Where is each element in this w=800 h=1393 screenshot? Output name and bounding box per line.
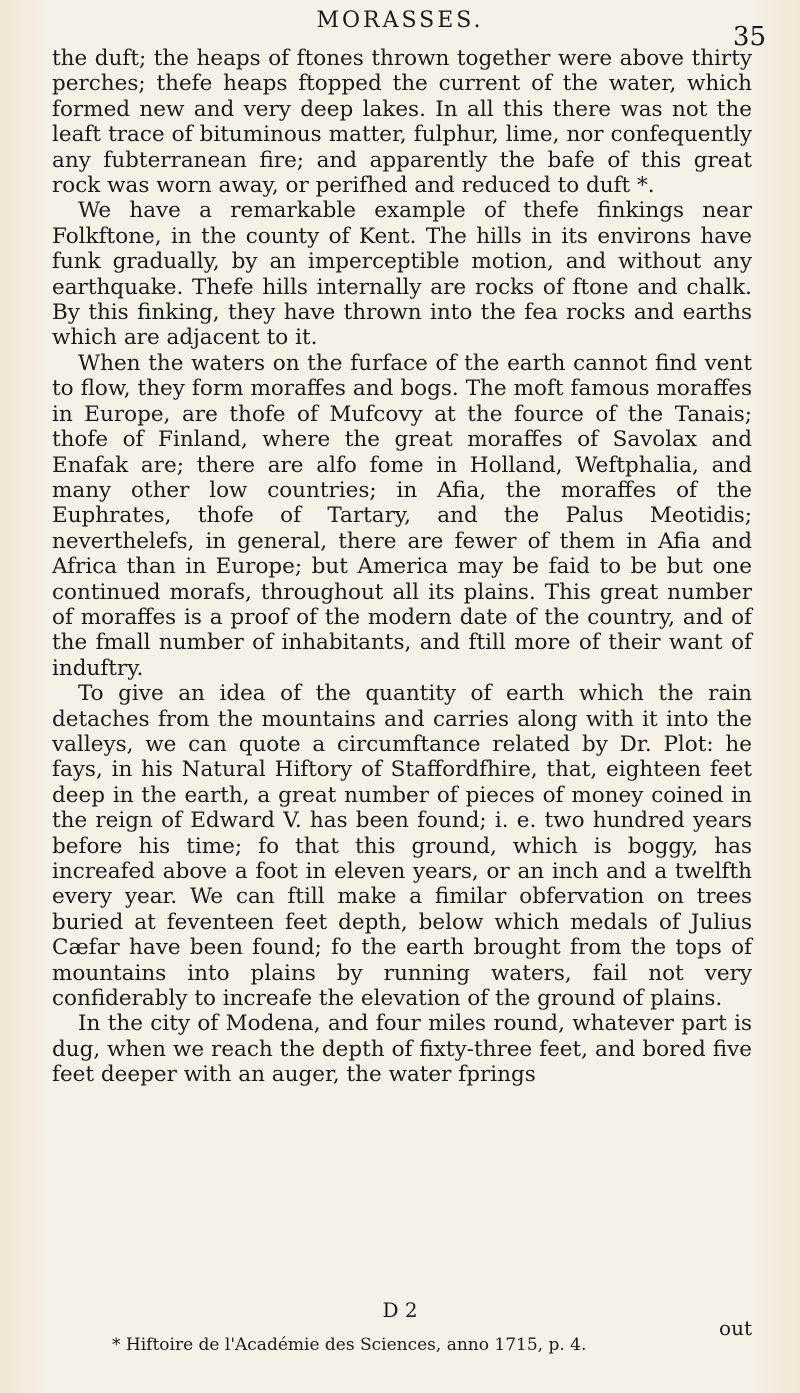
running-head: MORASSES. (316, 8, 484, 33)
paragraph: In the city of Modena, and four miles round, whatever part is dug, when we reach the depth of fixty-three feet, and bored five feet deeper with an auger, the water fprings (52, 1011, 752, 1088)
footnote: * Hiftoire de l'Académie des Sciences, anno 1715, p. 4. (112, 1335, 587, 1355)
paragraph: the duft; the heaps of ftones thrown together were above thirty perches; thefe heaps ftopped the current of the water, which formed new and very deep lakes. In all this there was not the leaft trace of bituminous matter, fulphur, lime, nor confequently any fubterranean fire; and apparently the bafe of this great rock was worn away, or perifhed and reduced to duft *. (52, 46, 752, 199)
body-text (52, 46, 752, 1088)
catchword: out (719, 1316, 752, 1340)
signature-mark: D 2 (382, 1298, 418, 1322)
paragraph: To give an idea of the quantity of earth which the rain detaches from the mountains and carries along with it into the valleys, we can quote a circumftance related by Dr. Plot: he fays, in his Natural Hiftory of Staffordfhire, that, eighteen feet deep in the earth, a great number of pieces of money coined in the reign of Edward V. has been found; i. e. two hundred years before his time; fo that this ground, which is boggy, has increafed above a foot in eleven years, or an inch and a twelfth every year. We can ftill make a fimilar obfervation on trees buried at feventeen feet depth, below which medals of Julius Cæfar have been found; fo the earth brought from the tops of mountains into plains by running waters, fail not very confiderably to increafe the elevation of the ground of plains. (52, 681, 752, 1012)
page-number: 35 (732, 22, 766, 52)
paragraph: When the waters on the furface of the earth cannot find vent to flow, they form moraffes and bogs. The moft famous moraffes in Europe, are thofe of Mufcovy at the fource of the Tanais; thofe of Finland, where the great moraffes of Savolax and Enafak are; there are alfo fome in Holland, Weftphalia, and many other low countries; in Afia, the moraffes of the Euphrates, thofe of Tartary, and the Palus Meotidis; neverthelefs, in general, there are fewer of them in Afia and Africa than in Europe; but America may be faid to be but one continued morafs, throughout all its plains. This great number of moraffes is a proof of the modern date of the country, and of the fmall number of inhabitants, and ftill more of their want of induftry. (52, 350, 752, 681)
paragraph: We have a remarkable example of thefe finkings near Folkftone, in the county of Kent. The hills in its environs have funk gradually, by an imperceptible motion, and without any earthquake. Thefe hills internally are rocks of ftone and chalk. By this finking, they have thrown into the fea rocks and earths which are adjacent to it. (52, 198, 752, 351)
